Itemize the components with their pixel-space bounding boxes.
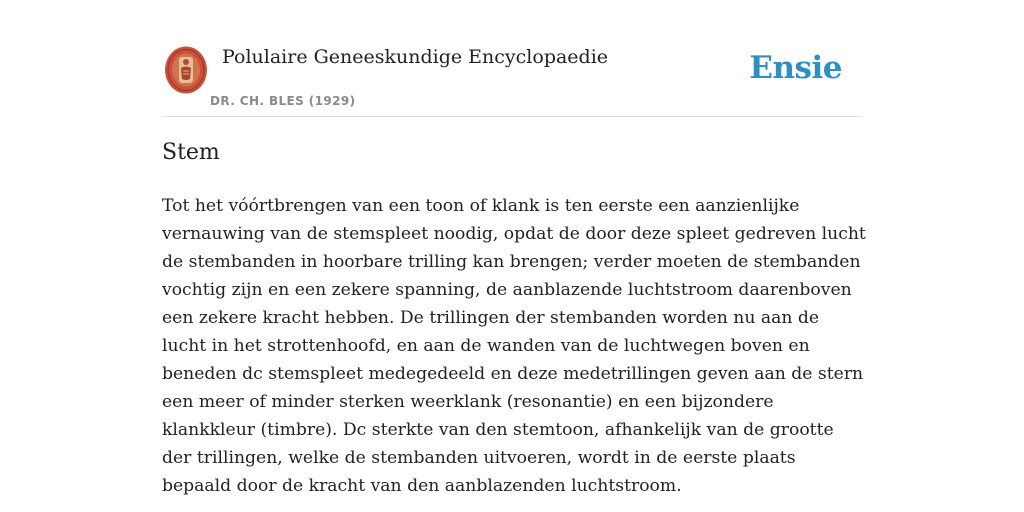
book-cover-icon[interactable] [164,46,208,94]
article-title: Stem [162,140,220,165]
book-author: DR. CH. BLES (1929) [210,94,356,108]
book-title[interactable]: Polulaire Geneeskundige Encyclopaedie [222,46,609,68]
page-header [162,40,862,117]
article-body: Tot het vóórtbrengen van een toon of klank is ten eerste een aanzienlijke vernauwing van de stemspleet noodig, opdat de door deze spleet gedreven lucht de stembanden in hoorbare trilling kan brengen; verder moeten de stembanden vochtig zijn en een zekere spanning, de aanblazende luchtstroom daarenboven een zekere kracht hebben. De trillingen der stembanden worden nu aan de lucht in het strottenhoofd, en aan de wanden van de luchtwegen boven en beneden dc stemspleet medegedeeld en deze medetrillingen geven aan de stern een meer of minder sterken weerklank (resonantie) en een bijzondere klankkleur (timbre). Dc sterkte van den stemtoon, afhankelijk van de grootte der trillingen, welke de stembanden uitvoeren, wordt in de eerste plaats bepaald door de kracht van den aanblazenden luchtstroom. [162,196,866,496]
brand-logo-link[interactable]: Ensie [749,50,842,86]
